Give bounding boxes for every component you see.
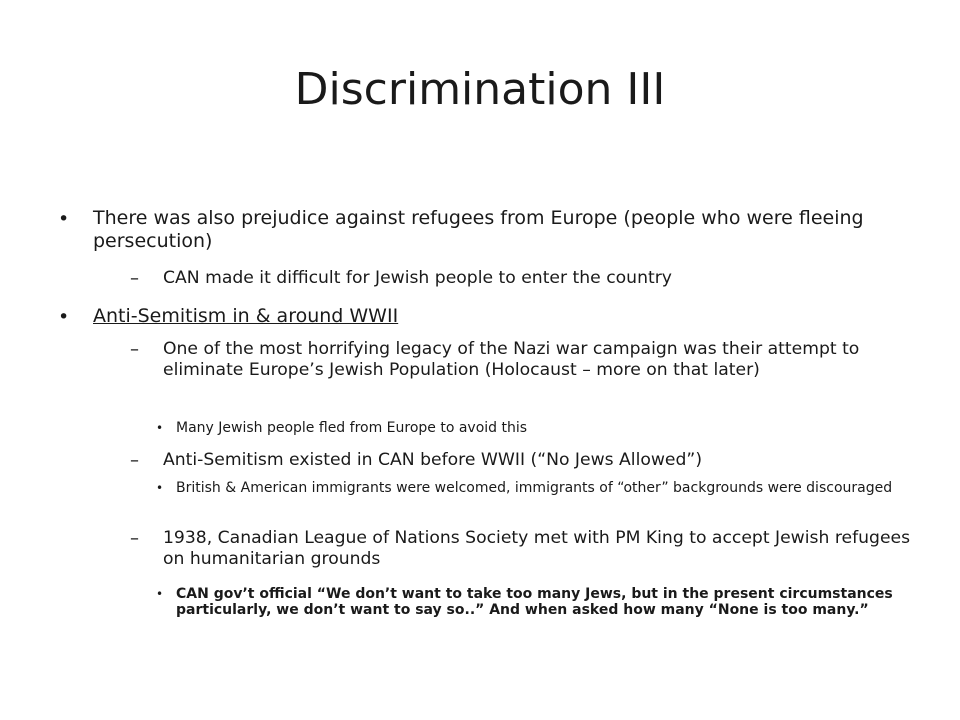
sub-sub-bullet-text: Many Jewish people fled from Europe to avoid this bbox=[176, 420, 528, 436]
bullet-marker: • bbox=[156, 587, 164, 601]
sub-bullet-text: One of the most horrifying legacy of the Nazi war campaign was their attempt to eliminate Europe’s Jewish Population (Holocaust – more on that later) bbox=[163, 339, 860, 380]
dash-marker: – bbox=[130, 528, 139, 549]
dash-marker: – bbox=[130, 268, 139, 289]
sub-bullet-item bbox=[130, 450, 921, 471]
sub-bullet-text: CAN made it difficult for Jewish people to enter the country bbox=[163, 268, 672, 288]
bullet-marker: • bbox=[58, 306, 70, 328]
sub-sub-bullet-text-bold: CAN gov’t official “We don’t want to take too many Jews, but in the present circumstances particularly, we don’t want to say so..” And when asked how many “None is too many.” bbox=[176, 586, 893, 618]
bullet-marker: • bbox=[58, 208, 70, 230]
bullet-item bbox=[58, 207, 893, 253]
sub-bullet-item bbox=[130, 339, 921, 381]
slide-title: Discrimination III bbox=[294, 64, 666, 115]
sub-sub-bullet-item bbox=[156, 586, 896, 618]
bullet-marker: • bbox=[156, 421, 164, 435]
sub-bullet-item bbox=[130, 268, 921, 289]
sub-sub-bullet-text: British & American immigrants were welcomed, immigrants of “other” backgrounds were discouraged bbox=[176, 480, 893, 496]
bullet-text-underlined: Anti-Semitism in & around WWII bbox=[93, 305, 399, 327]
dash-marker: – bbox=[130, 450, 139, 471]
sub-bullet-text: Anti-Semitism existed in CAN before WWII (“No Jews Allowed”) bbox=[163, 450, 703, 470]
bullet-text: There was also prejudice against refugees from Europe (people who were fleeing persecution) bbox=[93, 207, 864, 252]
sub-bullet-text: 1938, Canadian League of Nations Society met with PM King to accept Jewish refugees on humanitarian grounds bbox=[163, 528, 911, 569]
sub-sub-bullet-item bbox=[156, 480, 896, 497]
bullet-marker: • bbox=[156, 481, 164, 495]
bullet-item bbox=[58, 305, 893, 329]
dash-marker: – bbox=[130, 339, 139, 360]
sub-bullet-item bbox=[130, 528, 921, 570]
sub-sub-bullet-item bbox=[156, 420, 896, 437]
